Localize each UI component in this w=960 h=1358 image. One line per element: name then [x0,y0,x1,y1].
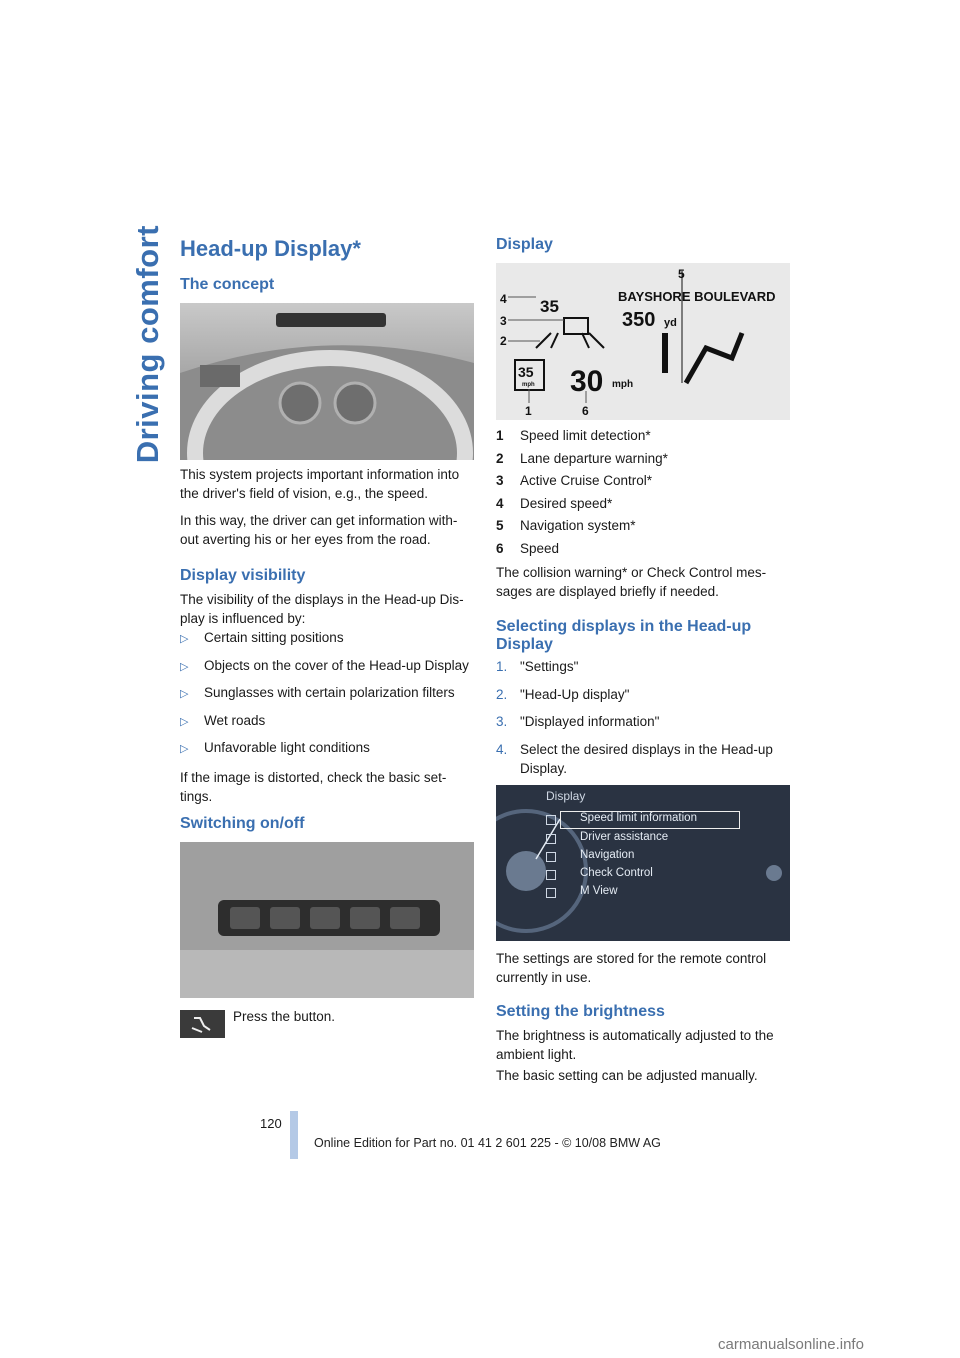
hud-speed: 30 [570,365,604,398]
display-heading: Display [496,236,553,253]
callout-1: 1 [525,404,532,418]
visibility-note: If the image is distorted, check the basic set-tings. [180,770,447,804]
hud-button-icon [180,1010,225,1038]
callout-3: 3 [500,314,507,328]
option-driver-assistance[interactable]: Driver assistance [580,831,669,843]
callout-2: 2 [500,334,507,348]
button-panel-photo [180,842,474,998]
option-m-view[interactable]: M View [580,885,618,897]
list-item: 3. "Displayed information" [496,714,660,729]
idrive-screen [496,785,790,941]
option-navigation[interactable]: Navigation [580,849,635,861]
visibility-intro: The visibility of the displays in the Head-up Dis-play is influenced by: [180,592,464,626]
hud-speed-unit: mph [612,379,634,390]
list-item: 2. "Head-Up display" [496,686,630,702]
list-item: 4 Desired speed* [496,495,613,511]
page-number: 120 [260,1116,282,1131]
callout-6: 6 [582,404,589,418]
hud-street: BAYSHORE BOULEVARD [618,289,776,304]
list-item: 6 Speed [496,540,560,556]
chapter-tab [128,225,168,535]
list-item: 1. "Settings" [496,659,579,674]
list-item: 4. Select the desired displays in the Head-up Display. [496,741,773,776]
lane-departure-graphic [536,333,604,348]
checkbox-icon[interactable] [546,852,556,862]
list-item: ▷ Unfavorable light conditions [180,740,480,768]
option-check-control[interactable]: Check Control [580,867,653,879]
navigation-arrow-icon [686,333,742,383]
visibility-list [180,630,480,768]
list-item: ▷ Certain sitting positions [180,630,480,658]
brightness-paragraph-1: The brightness is automatically adjusted to the ambient light. [496,1028,774,1062]
visibility-heading: Display visibility [180,567,306,584]
brightness-paragraph-2: The basic setting can be adjusted manually. [496,1068,758,1083]
hud-speed-limit-unit: mph [522,382,535,388]
idrive-header: Display [546,789,586,803]
hud-desired-speed: 35 [540,297,559,316]
selecting-steps [496,657,792,786]
checkbox-icon[interactable] [546,834,556,844]
bullet-triangle-icon: ▷ [180,715,189,728]
checkbox-icon[interactable] [546,888,556,898]
hud-distance-unit: yd [664,317,677,329]
page-title: Head-up Display* [180,236,361,261]
list-item: ▷ Objects on the cover of the Head-up Display [180,658,480,686]
cockpit-photo [180,303,474,460]
list-item: 3 Active Cruise Control* [496,473,653,489]
button-panel-illustration [180,842,474,998]
list-item: 2 Lane departure warning* [496,450,668,466]
car-icon [564,318,588,334]
concept-paragraph-2: In this way, the driver can get information with-out averting his or her eyes from the road. [180,513,458,547]
settings-note: The settings are stored for the remote control currently in use. [496,951,767,985]
brightness-heading: Setting the brightness [496,1003,665,1020]
hud-legend [496,428,796,564]
list-item: 5 Navigation system* [496,518,636,534]
list-item: 1 Speed limit detection* [496,428,651,443]
checkbox-icon[interactable] [546,815,556,825]
list-item: ▷ Sunglasses with certain polarization filters [180,685,480,713]
option-speed-limit[interactable]: Speed limit information [580,812,697,824]
callout-4: 4 [500,292,507,306]
selecting-heading: Selecting displays in the Head-up Display [496,618,752,653]
bullet-triangle-icon: ▷ [180,743,189,755]
hud-speed-limit: 35 [518,364,534,380]
checkbox-icon[interactable] [546,870,556,880]
cockpit-illustration [180,303,474,460]
hud-diagram [496,263,790,420]
page-bar [290,1111,298,1159]
watermark: carmanualsonline.info [718,1336,864,1353]
hud-distance: 350 [622,309,656,331]
distance-bar-icon [662,333,668,373]
collision-note: The collision warning* or Check Control mes-sages are displayed briefly if needed. [496,565,767,599]
switching-heading: Switching on/off [180,815,305,832]
concept-heading: The concept [180,276,275,293]
bullet-triangle-icon: ▷ [180,688,189,700]
bullet-triangle-icon: ▷ [180,660,189,673]
bullet-triangle-icon: ▷ [180,633,189,645]
footer-text: Online Edition for Part no. 01 41 2 601 225 - © 10/08 BMW AG [314,1136,661,1150]
list-item: ▷ Wet roads [180,713,480,741]
callout-5: 5 [678,267,685,281]
press-button-text: Press the button. [233,1009,336,1024]
chapter-tab-label: Driving comfort [130,225,165,464]
concept-paragraph-1: This system projects important information into the driver's field of vision, e.g., the speed. [180,467,460,501]
